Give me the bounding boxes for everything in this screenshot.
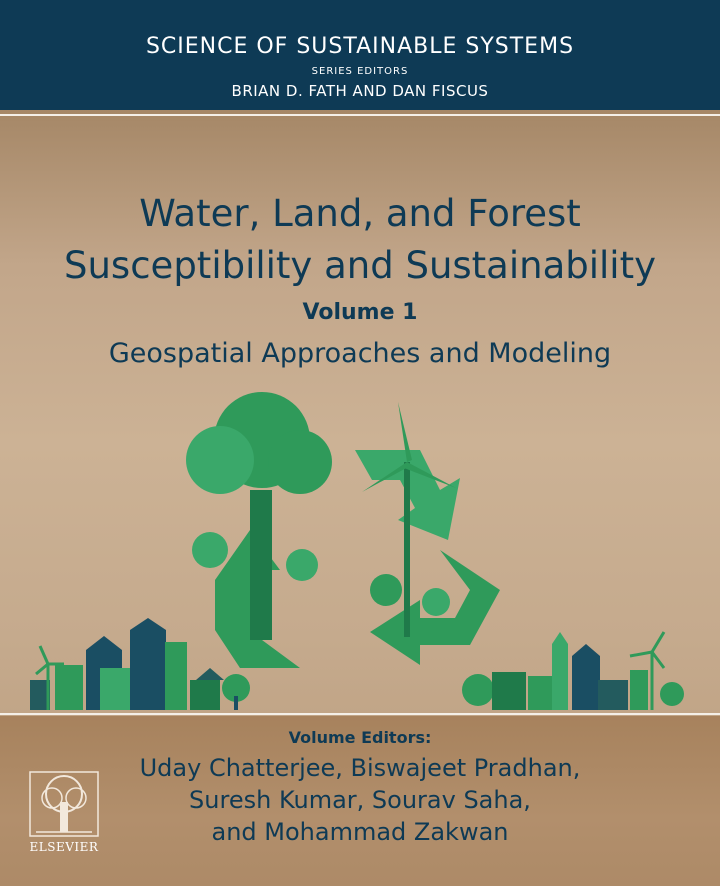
volume-editors-line-1: Uday Chatterjee, Biswajeet Pradhan, — [139, 754, 581, 782]
series-header — [0, 0, 720, 110]
series-editors-names: BRIAN D. FATH AND DAN FISCUS — [231, 82, 489, 100]
book-title-line2: Susceptibility and Sustainability — [64, 244, 656, 287]
tree-icon — [186, 392, 332, 640]
volume-editors-line-2: Suresh Kumar, Sourav Saha, — [189, 786, 531, 814]
publisher-name: ELSEVIER — [29, 840, 99, 854]
series-editors-label: SERIES EDITORS — [311, 66, 409, 77]
volume-editors-label: Volume Editors: — [288, 728, 432, 747]
book-subtitle: Geospatial Approaches and Modeling — [108, 338, 612, 369]
book-title — [0, 188, 720, 292]
divider-bottom — [0, 713, 720, 715]
divider-top — [0, 114, 720, 116]
series-title: SCIENCE OF SUSTAINABLE SYSTEMS — [145, 34, 575, 59]
volume-number: Volume 1 — [302, 300, 418, 325]
book-title-line1: Water, Land, and Forest — [139, 192, 581, 235]
volume-editors-line-3: and Mohammad Zakwan — [211, 818, 509, 846]
sustainability-illustration — [0, 380, 720, 712]
